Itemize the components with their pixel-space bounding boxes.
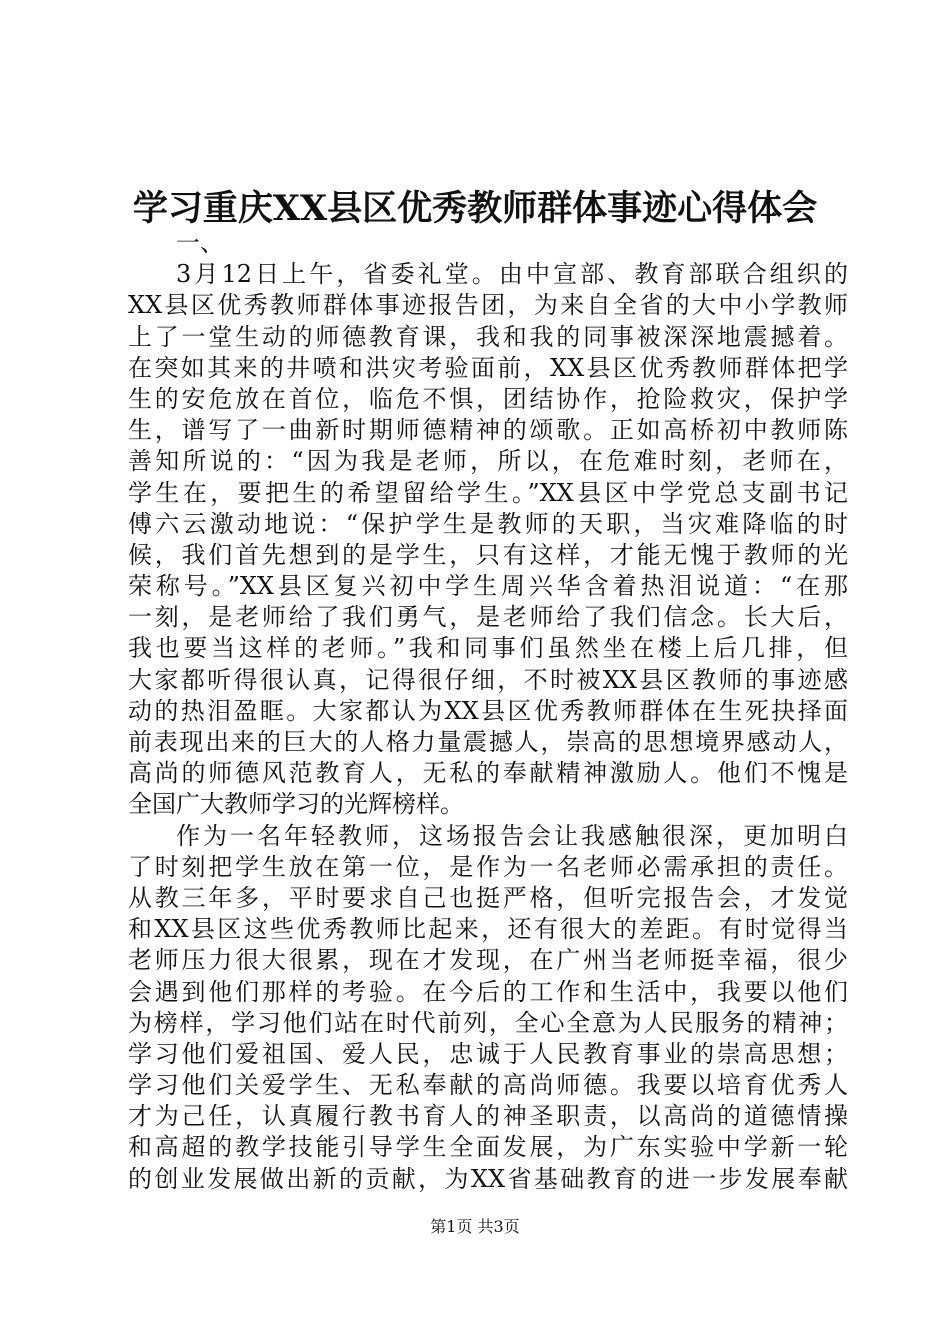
body-line: 候，我们首先想到的是学生，只有这样，才能无愧于教师的光 — [128, 540, 848, 569]
body-line: 的创业发展做出新的贡献，为XX省基础教育的进一步发展奉献 — [128, 1164, 848, 1193]
body-line: 为榜样，学习他们站在时代前列，全心全意为人民服务的精神； — [128, 1008, 848, 1037]
document-body — [128, 228, 848, 1195]
body-line: XX县区优秀教师群体事迹报告团，为来自全省的大中小学教师 — [128, 291, 848, 320]
body-line: 了时刻把学生放在第一位，是作为一名老师必需承担的责任。 — [128, 852, 848, 881]
body-line: 和高超的教学技能引导学生全面发展，为广东实验中学新一轮 — [128, 1133, 848, 1162]
body-line: 上了一堂生动的师德教育课，我和我的同事被深深地震撼着。 — [128, 322, 848, 351]
body-line: 老师压力很大很累，现在才发现，在广州当老师挺幸福，很少 — [128, 946, 848, 975]
body-line: 高尚的师德风范教育人，无私的奉献精神激励人。他们不愧是 — [128, 759, 848, 788]
body-line: 荣称号。”XX县区复兴初中学生周兴华含着热泪说道：“在那 — [128, 572, 848, 601]
body-line: 生，谱写了一曲新时期师德精神的颂歌。正如高桥初中教师陈 — [128, 416, 848, 445]
body-line: 从教三年多，平时要求自己也挺严格，但听完报告会，才发觉 — [128, 883, 848, 912]
body-line: 我也要当这样的老师。”我和同事们虽然坐在楼上后几排，但 — [128, 634, 848, 663]
document-title: 学习重庆XX县区优秀教师群体事迹心得体会 — [132, 188, 818, 229]
body-line: 学习他们爱祖国、爱人民，忠诚于人民教育事业的崇高思想； — [128, 1039, 848, 1068]
body-line: 一刻，是老师给了我们勇气，是老师给了我们信念。长大后， — [128, 603, 848, 632]
body-line: 3月12日上午，省委礼堂。由中宣部、教育部联合组织的 — [176, 260, 848, 289]
body-line: 才为己任，认真履行教书育人的神圣职责，以高尚的道德情操 — [128, 1102, 848, 1131]
body-line: 动的热泪盈眶。大家都认为XX县区优秀教师群体在生死抉择面 — [128, 696, 848, 725]
body-line: 和XX县区这些优秀教师比起来，还有很大的差距。有时觉得当 — [128, 915, 848, 944]
body-line: 在突如其来的井喷和洪灾考验面前，XX县区优秀教师群体把学 — [128, 353, 848, 382]
body-line: 生的安危放在首位，临危不惧，团结协作，抢险救灾，保护学 — [128, 384, 848, 413]
body-line: 善知所说的：“因为我是老师，所以，在危难时刻，老师在， — [128, 447, 848, 476]
body-line: 全国广大教师学习的光辉榜样。 — [128, 790, 464, 819]
page-footer: 第1页 共3页 — [430, 1217, 520, 1236]
body-line: 大家都听得很认真，记得很仔细，不时被XX县区教师的事迹感 — [128, 665, 848, 694]
body-line: 一、 — [176, 229, 224, 257]
body-line: 学生在，要把生的希望留给学生。”XX县区中学党总支副书记 — [128, 478, 848, 507]
body-line: 傅六云激动地说：“保护学生是教师的天职，当灾难降临的时 — [128, 509, 848, 538]
body-line: 会遇到他们那样的考验。在今后的工作和生活中，我要以他们 — [128, 977, 848, 1006]
body-line: 前表现出来的巨大的人格力量震撼人，崇高的思想境界感动人， — [128, 728, 848, 756]
body-line: 学习他们关爱学生、无私奉献的高尚师德。我要以培育优秀人 — [128, 1071, 848, 1100]
body-line: 作为一名年轻教师，这场报告会让我感触很深，更加明白 — [176, 821, 848, 850]
